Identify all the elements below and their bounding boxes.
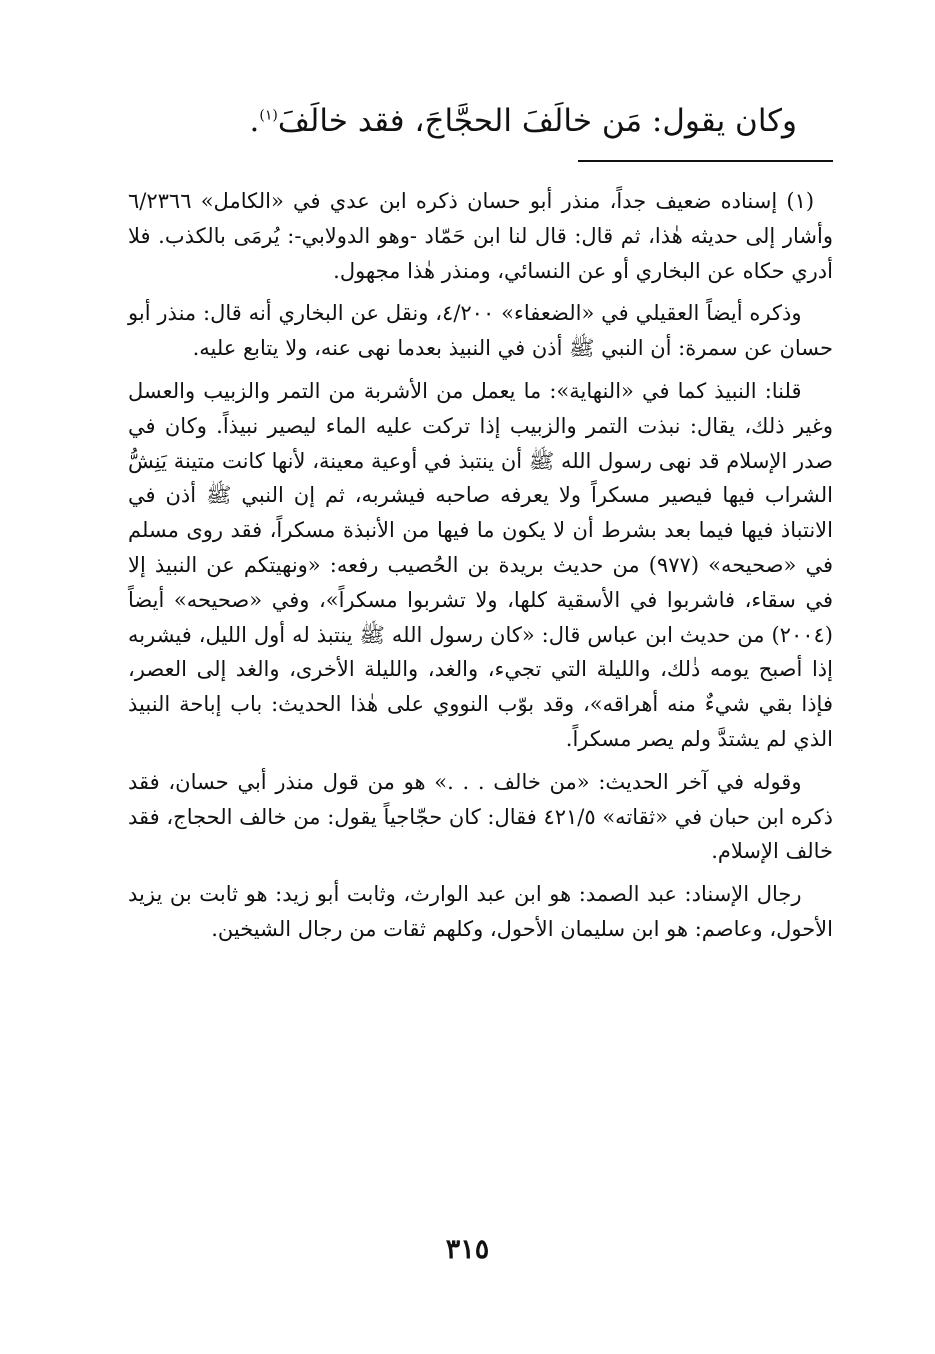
footnote-reference: (١): [259, 107, 278, 124]
main-text-body: وكان يقول: مَن خالَفَ الحجَّاجَ، فقد خالَفَ: [277, 103, 797, 139]
main-text-end-mark: .: [249, 103, 260, 139]
footnote-paragraph-5: رجال الإسناد: عبد الصمد: هو ابن عبد الوارث، وثابت أبو زيد: هو ثابت بن يزيد الأحول، وعاصم: هو ابن سليمان الأحول، وكلهم ثقات من رجال الشيخين.: [128, 882, 833, 941]
page-number: ٣١٥: [445, 1234, 490, 1265]
footnotes-section: [128, 184, 833, 955]
footnote-paragraph-4: وقوله في آخر الحديث: «من خالف . . .» هو من قول منذر أبي حسان، فقد ذكره ابن حبان في «ثقاته» ٤٢١/٥ فقال: كان حجّاجياً يقول: من خالف الحجاج، فقد خالف الإسلام.: [128, 769, 833, 864]
footnote-paragraph-2: وذكره أيضاً العقيلي في «الضعفاء» ٤/٢٠٠، ونقل عن البخاري أنه قال: منذر أبو حسان عن سمرة: أن النبي ﷺ أذن في النبيذ بعدما نهى عنه، ولا يتابع عليه.: [128, 301, 833, 361]
footnote-paragraph-3: قلنا: النبيذ كما في «النهاية»: ما يعمل من الأشربة من التمر والزبيب والعسل وغير ذلك، يقال: نبذت التمر والزبيب إذا تركت عليه الماء ليصير نبيذاً. وكان في صدر الإسلام قد نهى رسول الله ﷺ أن ينتبذ في أوعية معينة، لأنها كانت متينة يَنِشُّ الشراب فيها فيصير مسكراً ولا يعرفه صاحبه فيشربه، ثم إن النبي ﷺ أذن في الانتباذ فيها فيما بعد بشرط أن لا يكون ما فيها من الأنبذة مسكراً، فقد روى مسلم في «صحيحه» (٩٧٧) من حديث بريدة بن الحُصيب رفعه: «ونهيتكم عن النبيذ إلا في سقاء، فاشربوا في الأسقية كلها، ولا تشربوا مسكراً»، وفي «صحيحه» أيضاً (٢٠٠٤) من حديث ابن عباس قال: «كان رسول الله ﷺ ينتبذ له أول الليل، فيشربه إذا أصبح يومه ذٰلك، والليلة التي تجيء، والغد، والليلة الأخرى، والغد إلى العصر، فإذا بقي شيءٌ منه أهراقه»، وقد بوّب النووي على هٰذا الحديث: باب إباحة النبيذ الذي لم يشتدَّ ولم يصر مسكراً.: [128, 378, 833, 751]
main-text-line: [137, 96, 797, 146]
footnote-paragraph-1: (١) إسناده ضعيف جداً، منذر أبو حسان ذكره ابن عدي في «الكامل» ٦/٢٣٦٦ وأشار إلى حديثه هٰذا، ثم قال: قال لنا ابن حَمّاد -وهو الدولابي-: يُرمَى بالكذب. فلا أدري حكاه عن البخاري أو عن النسائي، ومنذر هٰذا مجهول.: [128, 189, 833, 283]
footnote-separator: [578, 160, 833, 162]
